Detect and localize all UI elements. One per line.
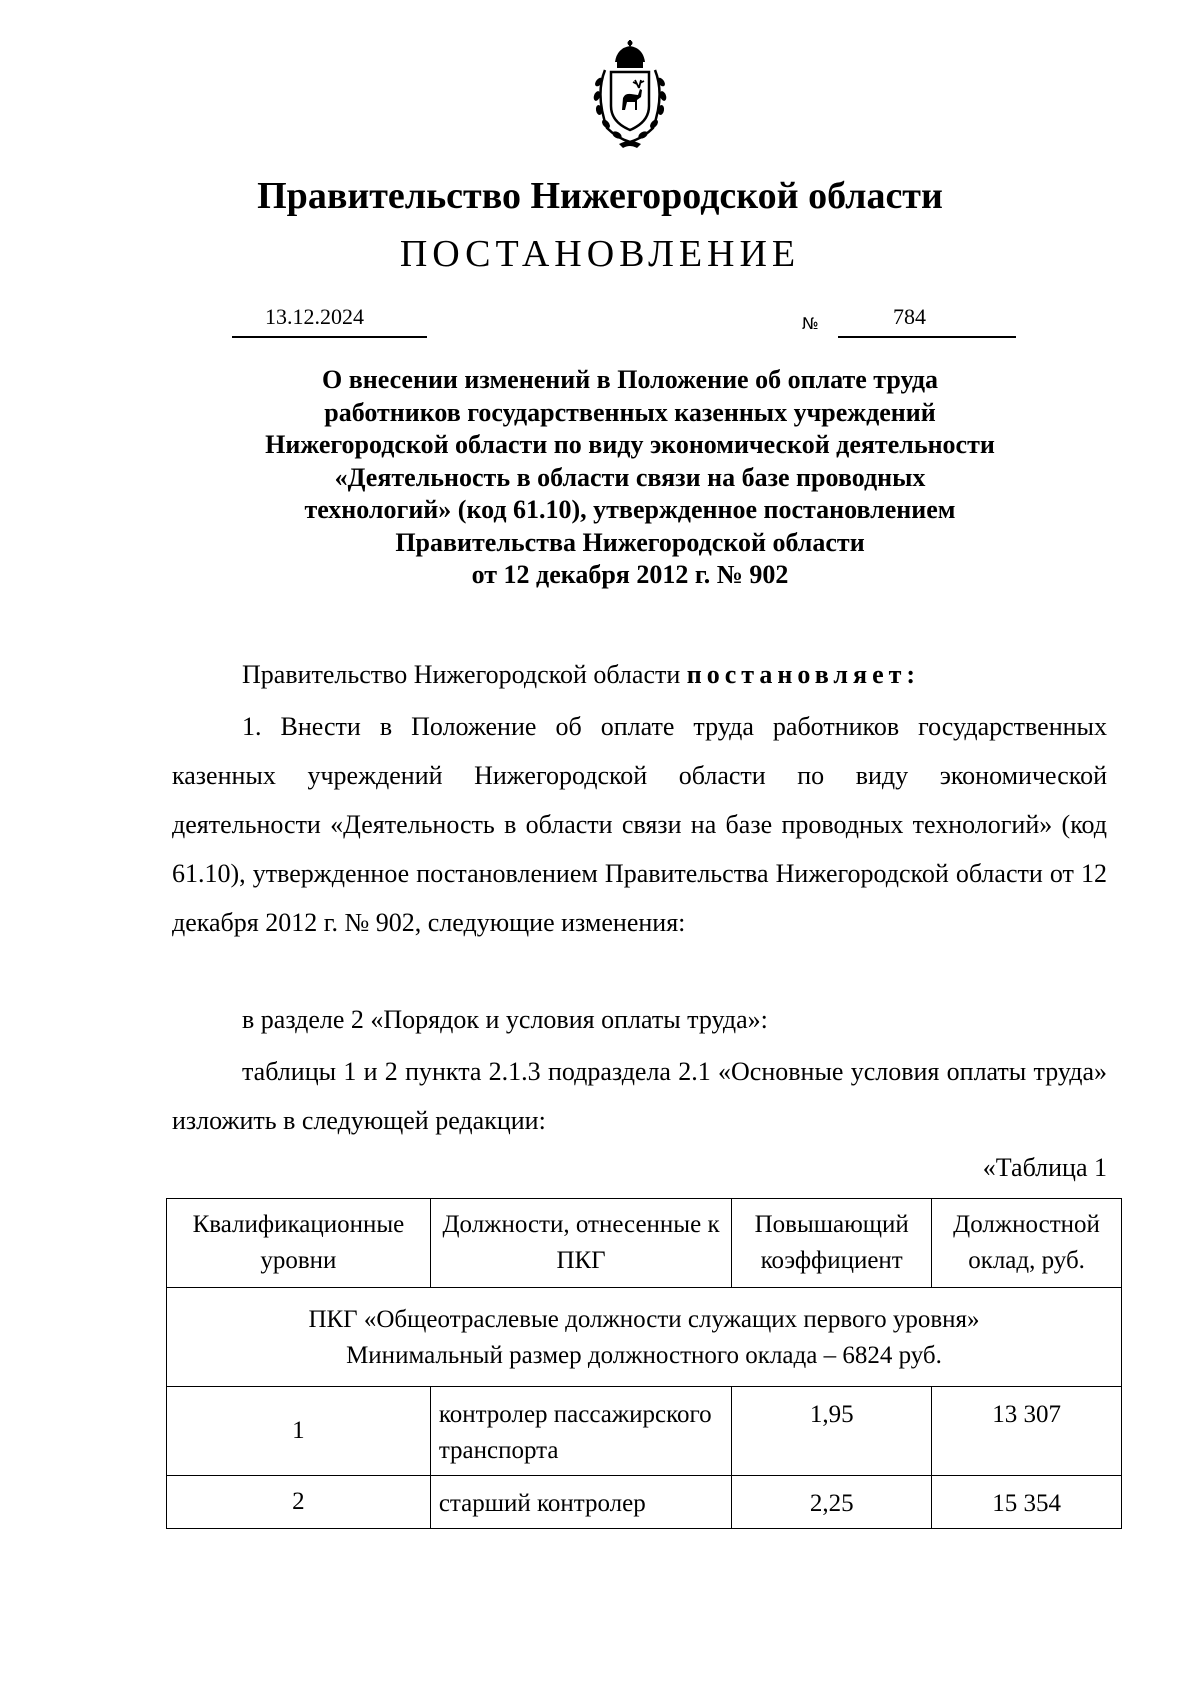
heading-line: работников государственных казенных учреждений [324, 397, 936, 427]
heading-line: «Деятельность в области связи на базе проводных [334, 462, 926, 492]
header-salary: Должностной оклад, руб. [932, 1199, 1122, 1288]
date-field [232, 302, 427, 338]
number-label: № [802, 314, 819, 333]
cell-position: старший контролер [430, 1476, 731, 1529]
heading-line: от 12 декабря 2012 г. № 902 [471, 560, 789, 589]
cell-salary: 15 354 [932, 1476, 1122, 1529]
table-row [167, 1476, 1122, 1529]
tables-line: таблицы 1 и 2 пункта 2.1.3 подраздела 2.1 «Основные условия оплаты труда» изложить в следующей редакции: [172, 1057, 1107, 1135]
group-row [167, 1288, 1122, 1387]
cell-salary: 13 307 [932, 1387, 1122, 1476]
header-coefficient: Повышающий коэффициент [732, 1199, 932, 1288]
decree-word: постановляет: [686, 660, 921, 689]
cell-level: 1 [167, 1387, 431, 1476]
header-level: Квалификационные уровни [167, 1199, 431, 1288]
decree-prefix: Правительство Нижегородской области [242, 660, 687, 689]
document-type: ПОСТАНОВЛЕНИЕ [399, 233, 801, 275]
header-positions: Должности, отнесенные к ПКГ [430, 1199, 731, 1288]
salary-table [166, 1198, 1122, 1529]
heading-line: Правительства Нижегородской области [395, 527, 865, 557]
decree-line [242, 655, 1112, 695]
coat-of-arms-icon [575, 40, 685, 150]
cell-coefficient: 1,95 [732, 1387, 932, 1476]
heading-line: О внесении изменений в Положение об оплате труда [321, 365, 939, 394]
number-field [838, 302, 1016, 338]
table-row [167, 1387, 1122, 1476]
organization-title: Правительство Нижегородской области [257, 175, 943, 217]
document-date: 13.12.2024 [265, 304, 364, 329]
document-heading [200, 364, 1060, 592]
group-title: ПКГ «Общеотраслевые должности служащих первого уровня» [308, 1306, 980, 1333]
cell-position: контролер пассажирского транспорта [430, 1387, 731, 1476]
cell-level: 2 [167, 1476, 431, 1529]
cell-coefficient: 2,25 [732, 1476, 932, 1529]
section-line: в разделе 2 «Порядок и условия оплаты труда»: [242, 1005, 768, 1034]
table-header-row [167, 1199, 1122, 1288]
group-min-salary: Минимальный размер должностного оклада – 6824 руб. [346, 1342, 942, 1369]
table-caption: «Таблица 1 [982, 1153, 1107, 1182]
document-number: 784 [893, 304, 926, 329]
heading-line: Нижегородской области по виду экономической деятельности [265, 430, 995, 459]
paragraph-1: 1. Внести в Положение об оплате труда работников государственных казенных учреждений Нижегородской области по виду экономической деятельности «Деятельность в области связи на базе проводных технологий» (код 61.10), утвержденное постановлением Правительства Нижегородской области от 12 декабря 2012 г. № 902, следующие изменения: [172, 712, 1107, 937]
group-cell [167, 1288, 1122, 1387]
heading-line: технологий» (код 61.10), утвержденное постановлением [304, 495, 956, 524]
